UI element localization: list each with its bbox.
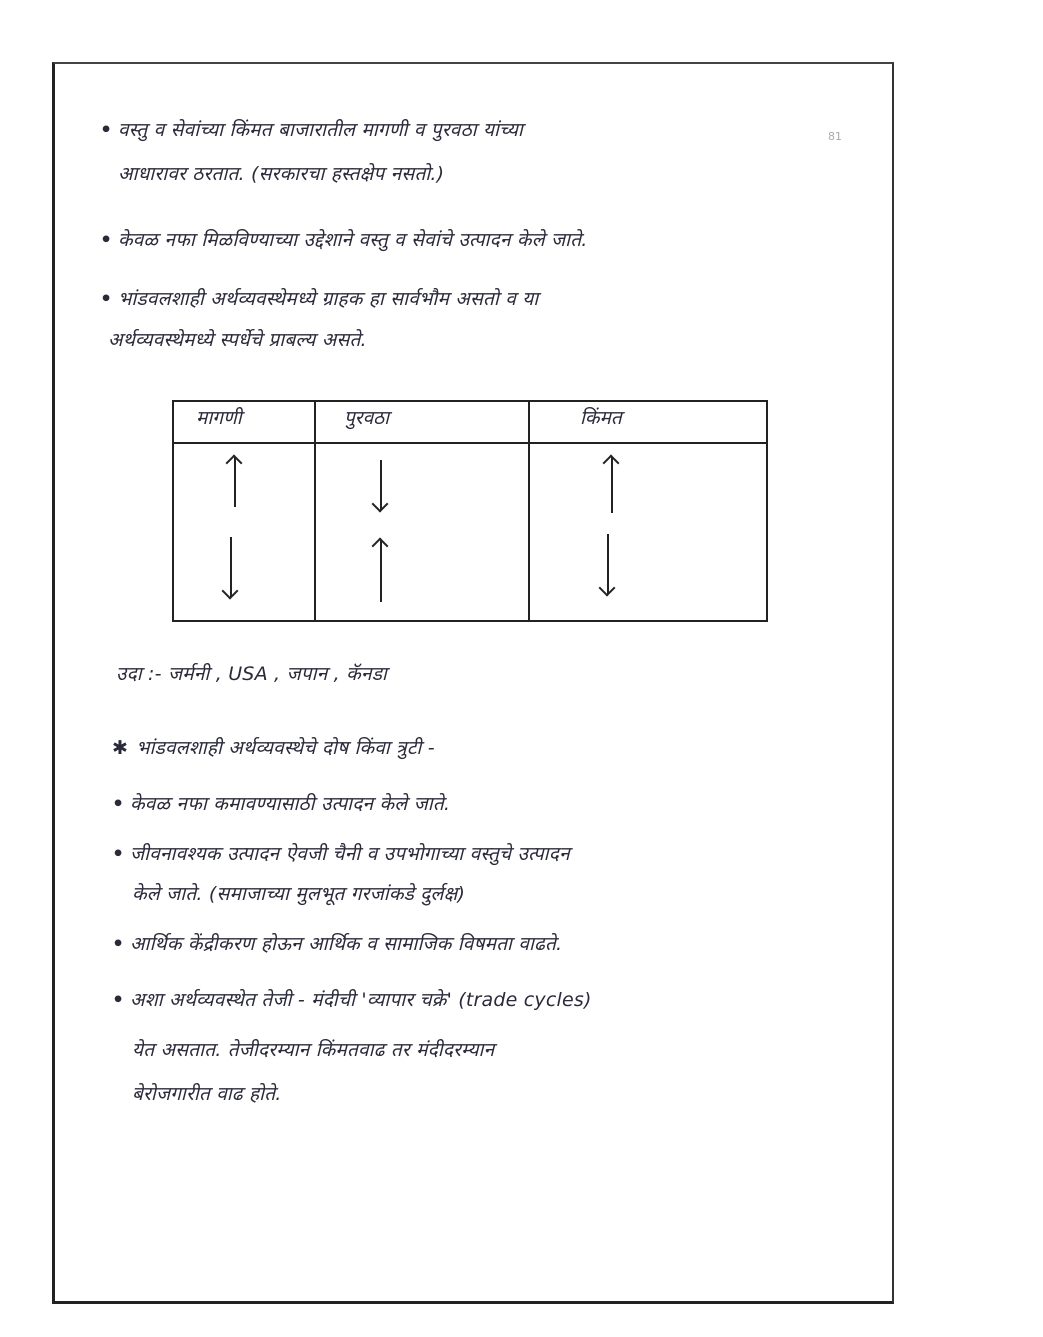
- intro-bullet-2-line-1: • केवळ नफा मिळविण्याच्या उद्देशाने वस्तु व सेवांचे उत्पादन केले जाते.: [100, 229, 588, 251]
- arrow-up-icon: [234, 457, 236, 507]
- arrow-up-icon: [611, 457, 613, 513]
- defects-heading: ✱ भांडवलशाही अर्थव्यवस्थेचे दोष किंवा त्रुटी -: [112, 737, 435, 759]
- defect-2-line-2: केले जाते. (समाजाच्या मुलभूत गरजांकडे दुर्लक्ष): [132, 883, 466, 905]
- intro-bullet-1-line-1: • वस्तु व सेवांच्या किंमत बाजारातील मागणी व पुरवठा यांच्या: [100, 119, 523, 141]
- demand-supply-price-table: [172, 400, 768, 622]
- arrow-down-icon: [230, 537, 232, 597]
- defect-4-line-2: येत असतात. तेजीदरम्यान किंमतवाढ तर मंदीदरम्यान: [132, 1039, 495, 1061]
- arrow-down-icon: [607, 534, 609, 594]
- arrow-up-icon: [380, 540, 382, 602]
- example-countries: उदा :- जर्मनी , USA , जपान , कॅनडा: [116, 663, 387, 685]
- table-col-price: [530, 402, 766, 620]
- defect-4-line-3: बेरोजगारीत वाढ होते.: [132, 1083, 282, 1105]
- table-header-divider: [174, 442, 766, 444]
- intro-bullet-3-line-2: अर्थव्यवस्थेमध्ये स्पर्धेचे प्राबल्य असते.: [108, 329, 367, 351]
- defect-3-line-1: • आर्थिक केंद्रीकरण होऊन आर्थिक व सामाजिक विषमता वाढते.: [112, 933, 563, 955]
- page-number: 81: [828, 130, 842, 143]
- intro-bullet-1-line-2: आधारावर ठरतात. (सरकारचा हस्तक्षेप नसतो.): [118, 163, 445, 185]
- defect-4-line-1: • अशा अर्थव्यवस्थेत तेजी - मंदीची 'व्यापार चक्रे' (trade cycles): [112, 989, 592, 1011]
- table-header-supply: पुरवठा: [344, 407, 390, 429]
- table-header-price: किंमत: [580, 407, 622, 429]
- defect-1-line-1: • केवळ नफा कमावण्यासाठी उत्पादन केले जाते.: [112, 793, 451, 815]
- intro-bullet-3-line-1: • भांडवलशाही अर्थव्यवस्थेमध्ये ग्राहक हा सार्वभौम असतो व या: [100, 288, 539, 310]
- table-col-demand: [174, 402, 316, 620]
- arrow-down-icon: [380, 460, 382, 510]
- defect-2-line-1: • जीवनावश्यक उत्पादन ऐवजी चैनी व उपभोगाच्या वस्तुचे उत्पादन: [112, 843, 570, 865]
- table-col-supply: [316, 402, 530, 620]
- table-header-demand: मागणी: [196, 407, 242, 429]
